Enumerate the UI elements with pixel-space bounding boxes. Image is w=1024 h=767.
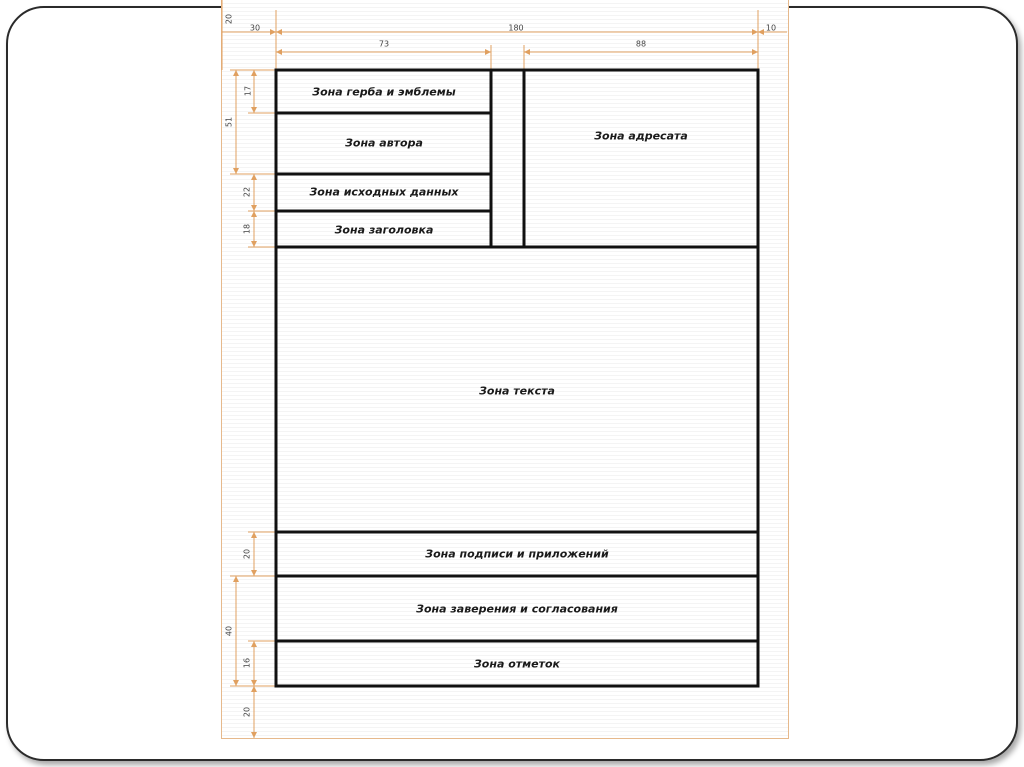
zone-author-label: Зона автора xyxy=(345,136,423,150)
dim-label-total-width: 180 xyxy=(508,23,524,33)
zone-text-label: Зона текста xyxy=(479,384,555,398)
dim-label-left-margin: 30 xyxy=(249,23,261,33)
dimension-lines xyxy=(222,0,787,738)
dim-label-bottom-margin: 20 xyxy=(242,706,252,718)
arrowhead xyxy=(251,641,257,647)
dim-label-author-block: 51 xyxy=(224,116,234,128)
arrowhead xyxy=(251,174,257,180)
zone-heading-label: Зона заголовка xyxy=(334,223,434,237)
dim-label-source-data: 22 xyxy=(242,186,252,198)
arrowhead xyxy=(251,680,257,686)
outer-zone-frame xyxy=(276,70,758,686)
zone-boxes xyxy=(276,70,758,686)
zone-source-data-label: Зона исходных данных xyxy=(309,185,459,199)
arrowhead xyxy=(485,49,491,55)
arrowhead xyxy=(251,107,257,113)
arrowhead xyxy=(233,576,239,582)
zone-addressee-label: Зона адресата xyxy=(594,129,688,143)
arrowhead xyxy=(752,49,758,55)
arrowhead xyxy=(276,49,282,55)
arrowhead xyxy=(251,532,257,538)
arrowhead xyxy=(251,211,257,217)
dim-label-emblem-height: 17 xyxy=(243,85,253,97)
dim-label-heading: 18 xyxy=(242,223,252,235)
dim-label-right-margin: 10 xyxy=(765,23,777,33)
arrowhead xyxy=(251,570,257,576)
arrowhead xyxy=(524,49,530,55)
arrowhead xyxy=(251,686,257,692)
arrowhead xyxy=(251,205,257,211)
dim-label-certification: 40 xyxy=(224,625,234,637)
arrowhead xyxy=(233,168,239,174)
zone-marks-label: Зона отметок xyxy=(473,657,561,671)
arrowhead xyxy=(251,241,257,247)
arrowhead xyxy=(251,70,257,76)
dim-label-addressee-width: 88 xyxy=(635,39,647,49)
zone-certification-label: Зона заверения и согласования xyxy=(416,602,618,616)
dim-label-top-margin: 20 xyxy=(224,13,234,25)
arrowhead xyxy=(276,29,282,35)
zone-emblem-label: Зона герба и эмблемы xyxy=(312,85,456,99)
zone-signature-label: Зона подписи и приложений xyxy=(425,547,609,561)
dim-label-left-column: 73 xyxy=(378,39,390,49)
arrowhead xyxy=(752,29,758,35)
arrowhead xyxy=(251,732,257,738)
arrowhead xyxy=(233,70,239,76)
arrowhead xyxy=(233,680,239,686)
dim-label-signature: 20 xyxy=(242,548,252,560)
arrowhead xyxy=(270,29,276,35)
dim-label-marks: 16 xyxy=(242,657,252,669)
arrowhead xyxy=(758,29,764,35)
